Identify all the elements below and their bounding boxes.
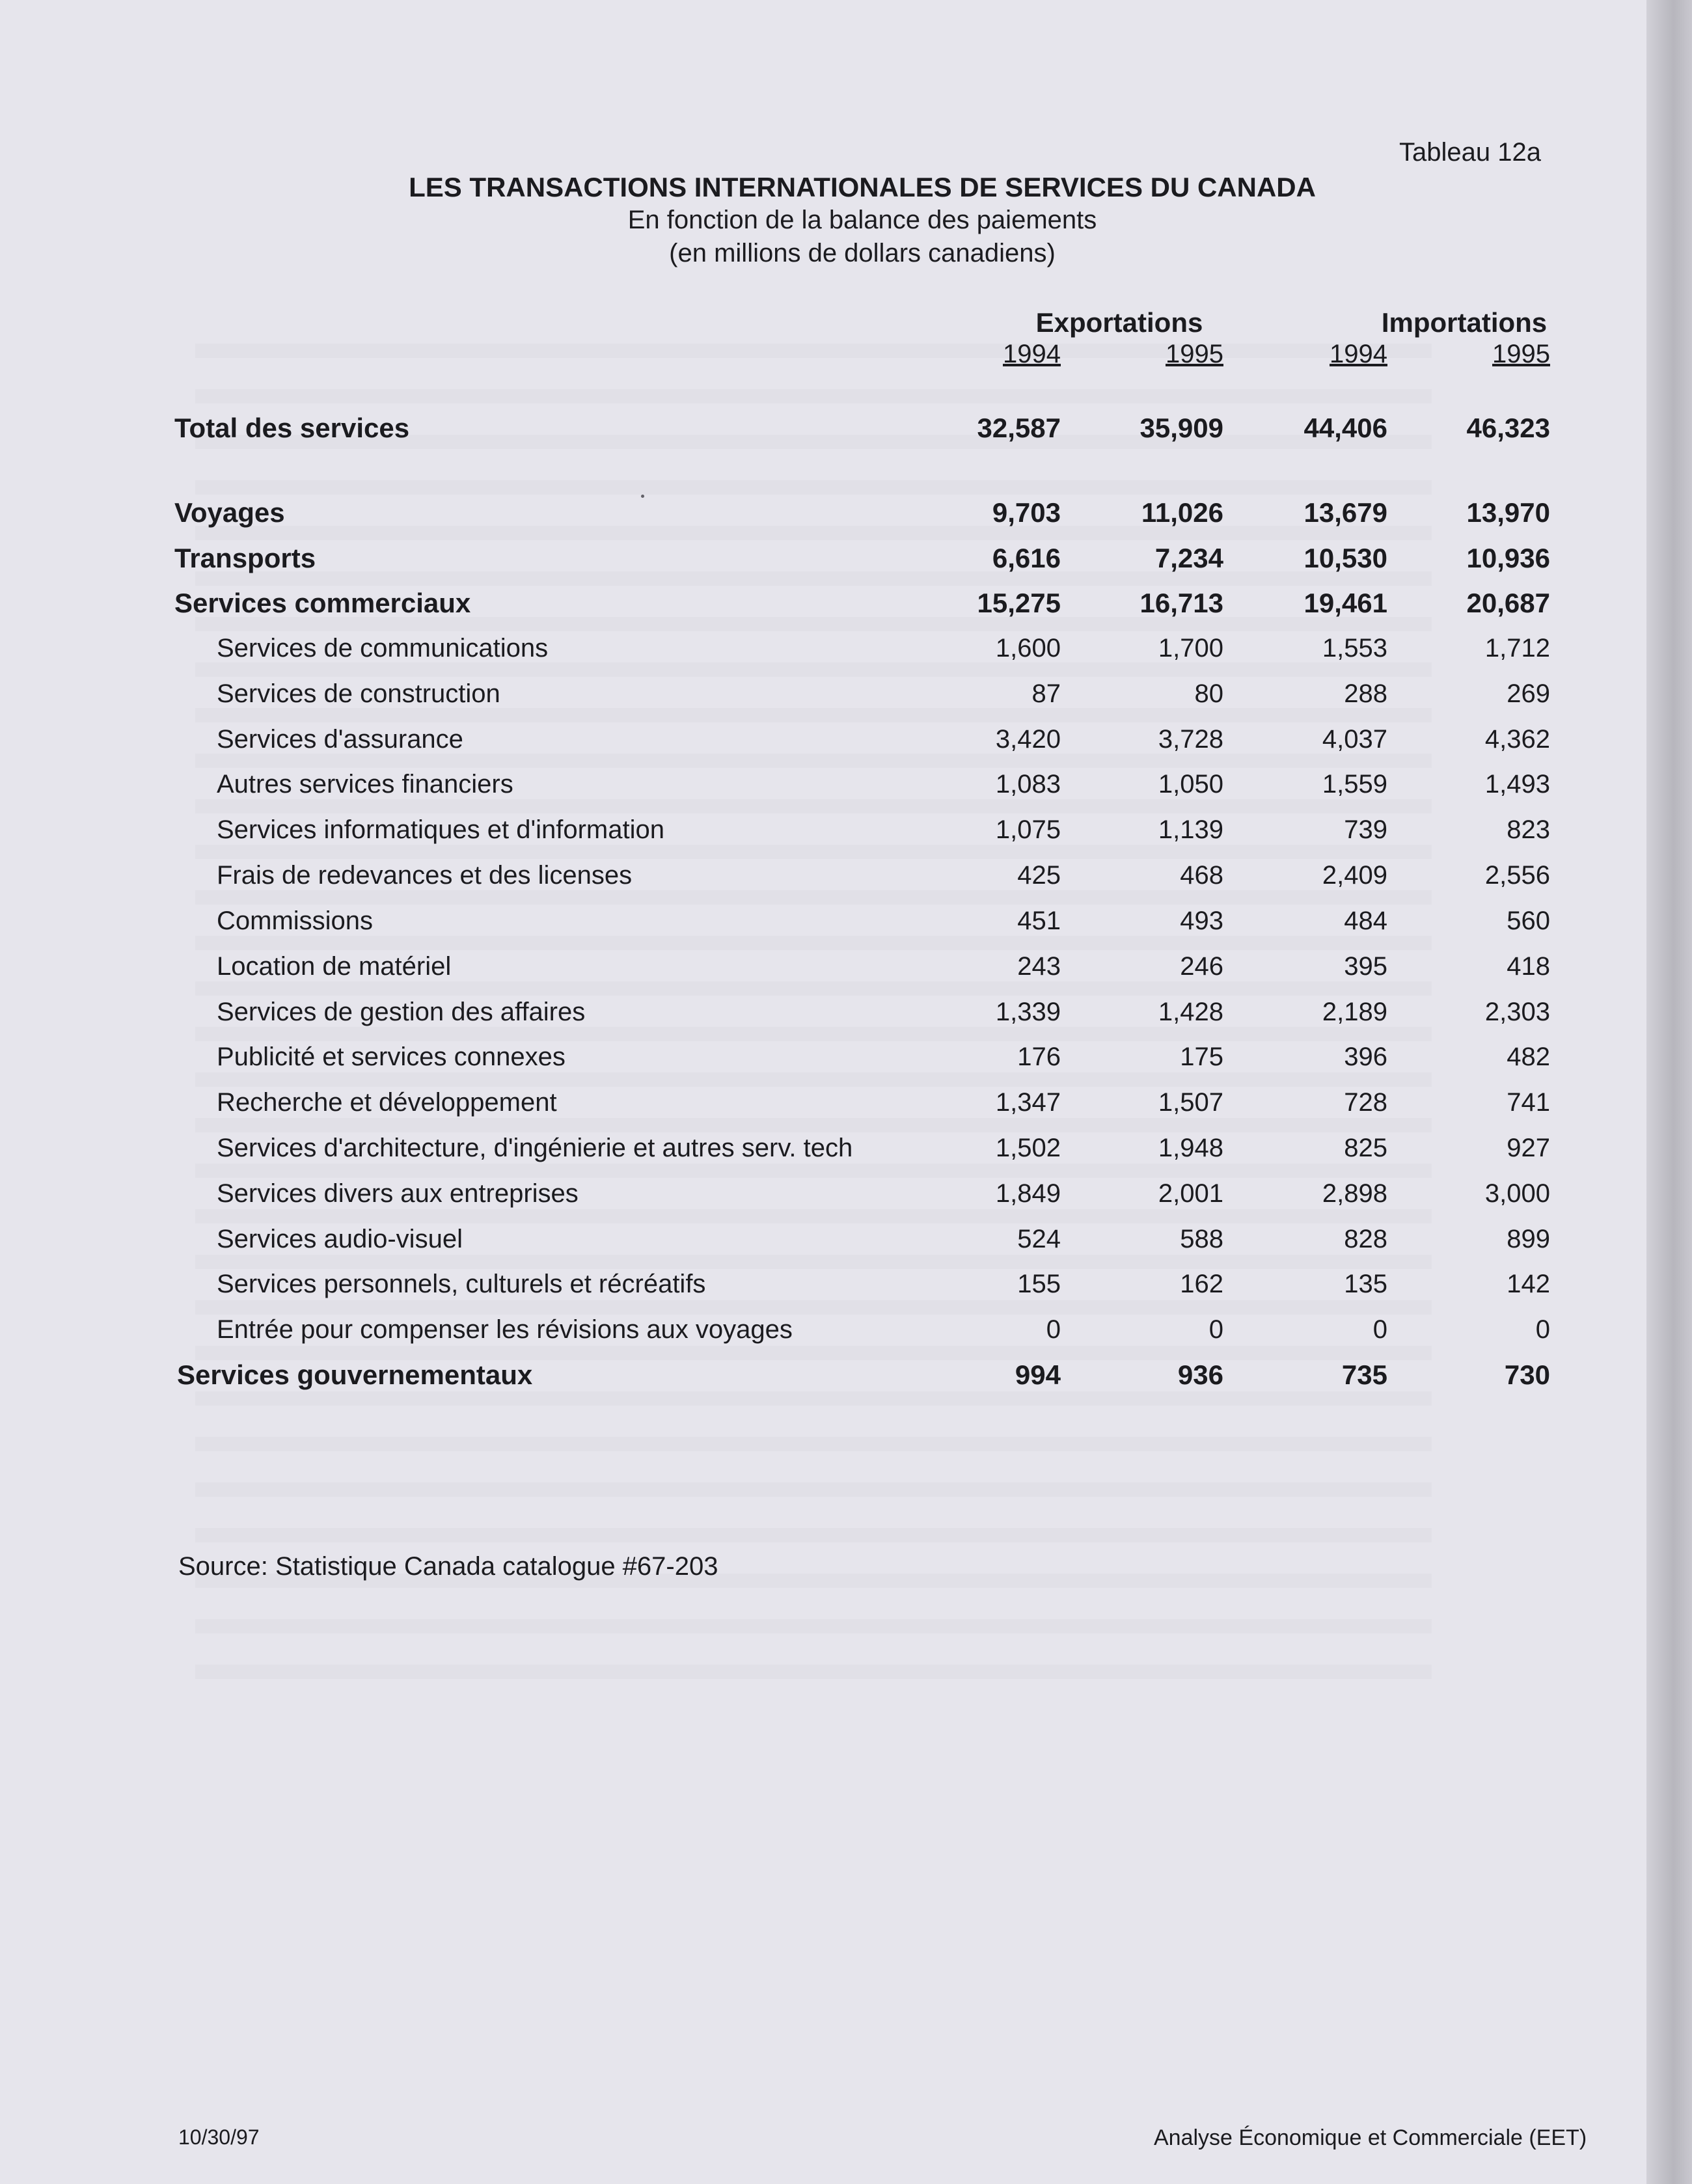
cell-imp-1994: 1,553 <box>1322 634 1387 662</box>
table-row <box>0 1315 1692 1361</box>
table-row <box>0 1088 1692 1134</box>
cell-imp-1995: 142 <box>1507 1270 1550 1298</box>
cell-exp-1994: 3,420 <box>995 725 1061 754</box>
cell-imp-1995: 10,936 <box>1466 543 1550 573</box>
table-row <box>0 1043 1692 1088</box>
year-header-exp-1994: 1994 <box>1003 340 1061 368</box>
row-label: Services d'assurance <box>217 725 463 754</box>
cell-exp-1995: 1,139 <box>1158 815 1223 844</box>
cell-exp-1994: 243 <box>1017 952 1061 981</box>
cell-imp-1995: 899 <box>1507 1225 1550 1253</box>
row-label: Voyages <box>174 497 285 528</box>
cell-imp-1994: 396 <box>1344 1043 1387 1071</box>
cell-exp-1995: 1,948 <box>1158 1134 1223 1162</box>
cell-exp-1995: 1,700 <box>1158 634 1223 662</box>
table-row <box>0 907 1692 952</box>
cell-imp-1995: 482 <box>1507 1043 1550 1071</box>
cell-exp-1995: 16,713 <box>1139 588 1223 618</box>
cell-exp-1994: 176 <box>1017 1043 1061 1071</box>
cell-exp-1994: 1,347 <box>995 1088 1061 1117</box>
cell-exp-1994: 1,075 <box>995 815 1061 844</box>
exportations-header: Exportations <box>1035 307 1203 338</box>
cell-imp-1994: 484 <box>1344 907 1387 935</box>
cell-imp-1994: 2,898 <box>1322 1179 1387 1208</box>
table-row <box>0 1179 1692 1225</box>
cell-imp-1995: 269 <box>1507 679 1550 708</box>
cell-exp-1995: 1,428 <box>1158 998 1223 1026</box>
table-row <box>0 861 1692 907</box>
row-label: Commissions <box>217 907 374 935</box>
cell-exp-1994: 1,339 <box>995 998 1061 1026</box>
table-row <box>0 634 1692 679</box>
table-row <box>0 1270 1692 1315</box>
row-label: Services commerciaux <box>174 588 471 618</box>
table-row <box>0 588 1692 633</box>
cell-exp-1995: 246 <box>1180 952 1223 981</box>
cell-imp-1995: 927 <box>1507 1134 1550 1162</box>
cell-exp-1995: 2,001 <box>1158 1179 1223 1208</box>
cell-imp-1994: 1,559 <box>1322 770 1387 799</box>
cell-exp-1995: 936 <box>1177 1359 1223 1390</box>
cell-imp-1995: 1,493 <box>1484 770 1550 799</box>
table-row <box>0 1134 1692 1179</box>
row-label: Transports <box>174 543 316 573</box>
tableau-label: Tableau 12a <box>1399 138 1541 167</box>
cell-exp-1994: 155 <box>1017 1270 1061 1298</box>
cell-imp-1995: 1,712 <box>1484 634 1550 662</box>
table-row <box>0 815 1692 861</box>
cell-imp-1994: 19,461 <box>1303 588 1387 618</box>
cell-exp-1995: 35,909 <box>1139 413 1223 443</box>
row-label: Services audio-visuel <box>217 1225 463 1253</box>
table-row <box>0 725 1692 771</box>
cell-imp-1995: 741 <box>1507 1088 1550 1117</box>
row-label: Entrée pour compenser les révisions aux voyages <box>217 1315 793 1344</box>
table-row <box>0 952 1692 998</box>
table-row <box>0 770 1692 815</box>
table-row <box>0 998 1692 1043</box>
cell-exp-1994: 994 <box>1015 1359 1061 1390</box>
cell-exp-1994: 425 <box>1017 861 1061 890</box>
year-header-exp-1995: 1995 <box>1166 340 1223 368</box>
cell-imp-1994: 735 <box>1341 1359 1387 1390</box>
document-subtitle: En fonction de la balance des paiements <box>627 206 1097 234</box>
row-label: Publicité et services connexes <box>217 1043 566 1071</box>
table-row <box>0 679 1692 725</box>
cell-imp-1995: 20,687 <box>1466 588 1550 618</box>
cell-imp-1995: 730 <box>1504 1359 1550 1390</box>
table-row <box>0 413 1692 458</box>
cell-exp-1995: 7,234 <box>1154 543 1223 573</box>
cell-imp-1995: 2,556 <box>1484 861 1550 890</box>
row-label: Frais de redevances et des licenses <box>217 861 633 890</box>
cell-exp-1995: 3,728 <box>1158 725 1223 754</box>
cell-exp-1994: 1,502 <box>995 1134 1061 1162</box>
row-label: Services de gestion des affaires <box>217 998 586 1026</box>
cell-imp-1994: 2,189 <box>1322 998 1387 1026</box>
importations-header: Importations <box>1381 307 1548 338</box>
table-row <box>0 1359 1692 1405</box>
cell-imp-1995: 4,362 <box>1484 725 1550 754</box>
cell-imp-1994: 288 <box>1344 679 1387 708</box>
cell-exp-1995: 1,050 <box>1158 770 1223 799</box>
cell-imp-1994: 10,530 <box>1303 543 1387 573</box>
cell-imp-1995: 418 <box>1507 952 1550 981</box>
table-row <box>0 543 1692 588</box>
year-header-imp-1994: 1994 <box>1330 340 1387 368</box>
cell-exp-1995: 80 <box>1194 679 1223 708</box>
footer-date: 10/30/97 <box>178 2125 260 2149</box>
cell-imp-1994: 825 <box>1344 1134 1387 1162</box>
row-label: Services informatiques et d'information <box>217 815 664 844</box>
cell-imp-1995: 560 <box>1507 907 1550 935</box>
cell-exp-1994: 0 <box>1046 1315 1061 1344</box>
cell-imp-1994: 2,409 <box>1322 861 1387 890</box>
cell-imp-1994: 728 <box>1344 1088 1387 1117</box>
cell-imp-1994: 4,037 <box>1322 725 1387 754</box>
row-label: Total des services <box>174 413 410 443</box>
cell-imp-1994: 44,406 <box>1303 413 1387 443</box>
row-label: Services divers aux entreprises <box>217 1179 579 1208</box>
row-label: Services personnels, culturels et récréatifs <box>217 1270 706 1298</box>
row-label: Location de matériel <box>217 952 452 981</box>
cell-imp-1995: 3,000 <box>1484 1179 1550 1208</box>
cell-exp-1995: 468 <box>1180 861 1223 890</box>
table-row <box>0 497 1692 543</box>
cell-imp-1994: 135 <box>1344 1270 1387 1298</box>
cell-imp-1994: 828 <box>1344 1225 1387 1253</box>
cell-exp-1995: 162 <box>1180 1270 1223 1298</box>
year-header-imp-1995: 1995 <box>1492 340 1550 368</box>
cell-imp-1994: 0 <box>1372 1315 1387 1344</box>
row-label: Recherche et développement <box>217 1088 557 1117</box>
cell-exp-1995: 11,026 <box>1141 497 1223 528</box>
cell-exp-1994: 524 <box>1017 1225 1061 1253</box>
cell-exp-1995: 1,507 <box>1158 1088 1223 1117</box>
cell-exp-1995: 0 <box>1208 1315 1223 1344</box>
cell-exp-1995: 493 <box>1180 907 1223 935</box>
cell-imp-1995: 2,303 <box>1484 998 1550 1026</box>
document-title: LES TRANSACTIONS INTERNATIONALES DE SERVICES DU CANADA <box>409 172 1316 202</box>
row-label: Services gouvernementaux <box>177 1359 533 1390</box>
cell-exp-1994: 6,616 <box>992 543 1061 573</box>
cell-imp-1994: 395 <box>1344 952 1387 981</box>
row-label: Autres services financiers <box>217 770 513 799</box>
cell-exp-1995: 588 <box>1180 1225 1223 1253</box>
cell-imp-1995: 0 <box>1535 1315 1550 1344</box>
cell-exp-1994: 1,600 <box>995 634 1061 662</box>
source-note: Source: Statistique Canada catalogue #67-203 <box>178 1552 718 1581</box>
row-label: Services de communications <box>217 634 549 662</box>
table-row <box>0 1225 1692 1270</box>
footer-organization: Analyse Économique et Commerciale (EET) <box>1154 2125 1587 2150</box>
cell-imp-1994: 739 <box>1344 815 1387 844</box>
cell-exp-1994: 87 <box>1031 679 1061 708</box>
cell-exp-1994: 1,849 <box>995 1179 1061 1208</box>
cell-exp-1994: 451 <box>1017 907 1061 935</box>
cell-exp-1994: 32,587 <box>977 413 1061 443</box>
cell-imp-1995: 46,323 <box>1466 413 1550 443</box>
cell-exp-1994: 9,703 <box>992 497 1061 528</box>
document-units: (en millions de dollars canadiens) <box>669 239 1056 267</box>
cell-exp-1994: 15,275 <box>977 588 1061 618</box>
row-label: Services d'architecture, d'ingénierie et autres serv. tech <box>217 1134 853 1162</box>
cell-imp-1995: 823 <box>1507 815 1550 844</box>
cell-exp-1995: 175 <box>1180 1043 1223 1071</box>
cell-imp-1995: 13,970 <box>1466 497 1550 528</box>
row-label: Services de construction <box>217 679 500 708</box>
cell-exp-1994: 1,083 <box>995 770 1061 799</box>
cell-imp-1994: 13,679 <box>1303 497 1387 528</box>
